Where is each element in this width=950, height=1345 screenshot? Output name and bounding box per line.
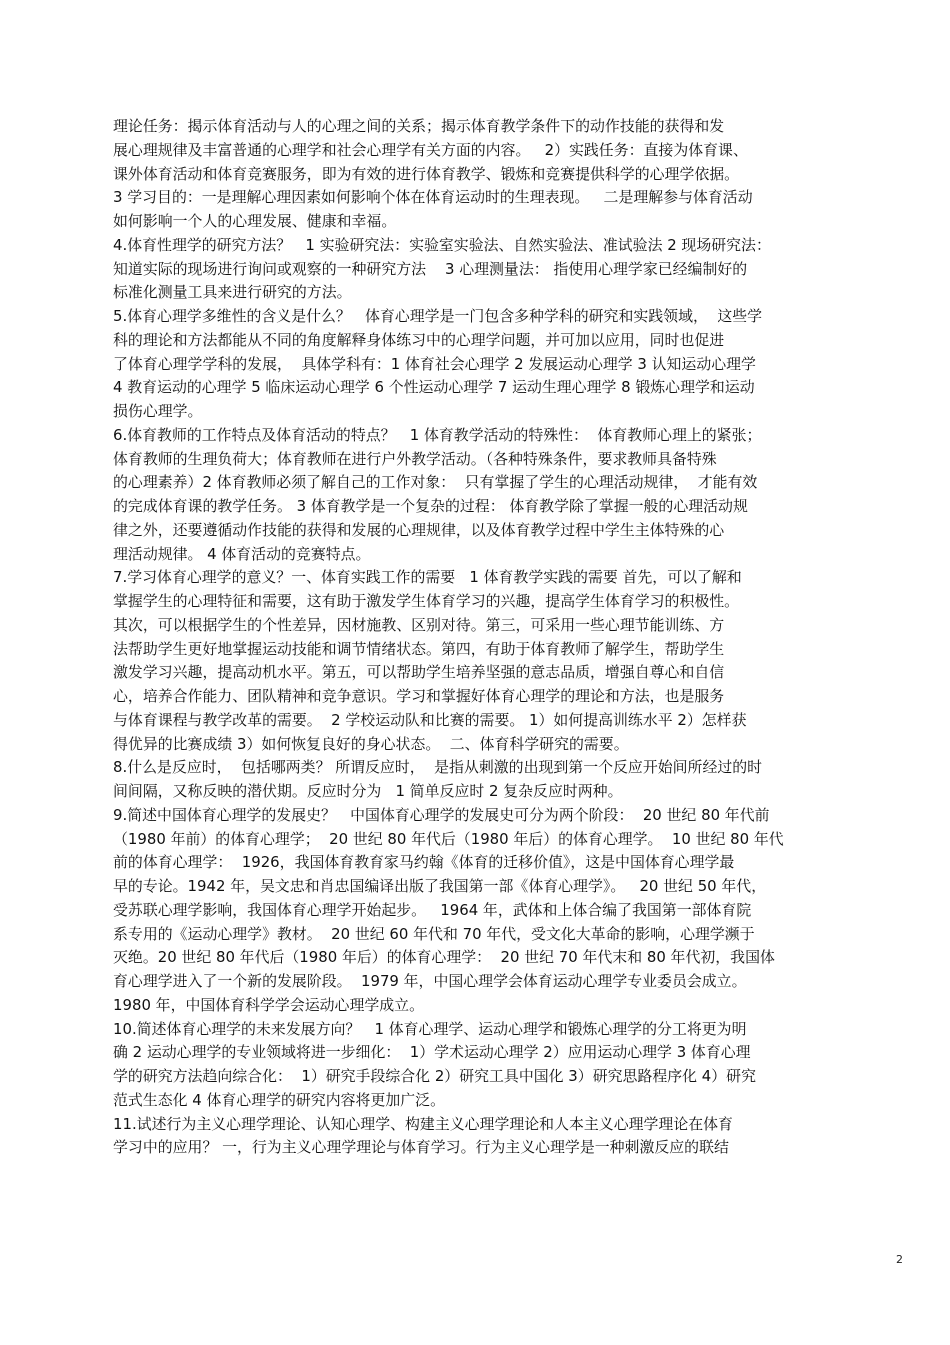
text-line: 间间隔，又称反映的潜伏期。反应时分为 1 简单反应时 2 复杂反应时两种。 bbox=[113, 782, 623, 800]
text-line: 的心理素养）2 体育教师必须了解自己的工作对象： 只有掌握了学生的心理活动规律， 才能有效 bbox=[113, 473, 758, 492]
text-line: 10.简述体育心理学的未来发展方向？ 1 体育心理学、运动心理学和锻炼心理学的分工将更为明 bbox=[113, 1019, 747, 1038]
text-line: 掌握学生的心理特征和需要，这有助于激发学生体育学习的兴趣，提高学生体育学习的积极性。 bbox=[113, 592, 740, 610]
text-line: 1980 年，中国体育科学学会运动心理学成立。 bbox=[113, 995, 424, 1014]
text-line: 确 2 运动心理学的专业领域将进一步细化： 1）学术运动心理学 2）应用运动心理学 3 体育心理 bbox=[113, 1043, 751, 1062]
page-number: 2 bbox=[896, 1253, 903, 1266]
text-line: 理活动规律。 4 体育活动的竞赛特点。 bbox=[113, 544, 371, 563]
text-line: 8.什么是反应时， 包括哪两类？ 所谓反应时， 是指从刺激的出现到第一个反应开始间所经过的时 bbox=[113, 758, 763, 777]
text-line: 知道实际的现场进行询问或观察的一种研究方法 3 心理测量法： 指使用心理学家已经编制好的 bbox=[113, 259, 748, 278]
text-line: 课外体育活动和体育竞赛服务，即为有效的进行体育教学、锻炼和竞赛提供科学的心理学依据。 bbox=[113, 164, 740, 183]
text-line: 标准化测量工具来进行研究的方法。 bbox=[113, 283, 352, 302]
text-line: 学习中的应用？ 一，行为主义心理学理论与体育学习。行为主义心理学是一种刺激反应的联结 bbox=[113, 1138, 729, 1157]
text-line: 激发学习兴趣，提高动机水平。第五，可以帮助学生培养坚强的意志品质，增强自尊心和自信 bbox=[113, 663, 725, 682]
text-line: （1980 年前）的体育心理学； 20 世纪 80 年代后（1980 年后）的体育心理学。 10 世纪 80 年代 bbox=[113, 829, 784, 848]
text-line: 的完成体育课的教学任务。 3 体育教学是一个复杂的过程： 体育教学除了掌握一般的心理活动规 bbox=[113, 497, 748, 515]
text-line: 心，培养合作能力、团队精神和竞争意识。学习和掌握好体育心理学的理论和方法，也是服务 bbox=[113, 687, 725, 705]
text-line: 科的理论和方法都能从不同的角度解释身体练习中的心理学问题，并可加以应用，同时也促进 bbox=[113, 330, 725, 349]
text-line: 4.体育性理学的研究方法？ 1 实验研究法：实验室实验法、自然实验法、准试验法 2 现场研究法： bbox=[113, 235, 771, 254]
text-line: 9.简述中国体育心理学的发展史？ 中国体育心理学的发展史可分为两个阶段： 20 世纪 80 年代前 bbox=[113, 805, 770, 824]
text-line: 系专用的《运动心理学》教材。 20 世纪 60 年代和 70 年代，受文化大革命的影响，心理学濒于 bbox=[113, 924, 755, 943]
text-line: 与体育课程与教学改革的需要。 2 学校运动队和比赛的需要。 1）如何提高训练水平 2）怎样获 bbox=[113, 710, 747, 729]
text-line: 了体育心理学学科的发展， 具体学科有：1 体育社会心理学 2 发展运动心理学 3 认知运动心理学 bbox=[113, 354, 756, 373]
text-line: 法帮助学生更好地掌握运动技能和调节情绪状态。第四，有助于体育教师了解学生，帮助学生 bbox=[113, 639, 725, 658]
body-text bbox=[113, 115, 913, 1160]
text-line: 前的体育心理学： 1926，我国体育教育家马约翰《体育的迁移价值》，这是中国体育心理学最 bbox=[113, 853, 735, 872]
text-line: 5.体育心理学多维性的含义是什么？ 体育心理学是一门包含多种学科的研究和实践领域， 这些学 bbox=[113, 307, 763, 325]
text-line: 受苏联心理学影响，我国体育心理学开始起步。 1964 年，武体和上体合编了我国第一部体育院 bbox=[113, 900, 752, 919]
text-line: 范式生态化 4 体育心理学的研究内容将更加广泛。 bbox=[113, 1090, 446, 1109]
text-line: 体育教师的生理负荷大；体育教师在进行户外教学活动。（各种特殊条件，要求教师具备特殊 bbox=[113, 449, 717, 468]
text-line: 如何影响一个人的心理发展、健康和幸福。 bbox=[113, 212, 397, 230]
text-line: 得优异的比赛成绩 3）如何恢复良好的身心状态。 二、体育科学研究的需要。 bbox=[113, 734, 629, 753]
text-line: 早的专论。1942 年，吴文忠和肖忠国编译出版了我国第一部《体育心理学》。 20 世纪 50 年代， bbox=[113, 877, 767, 895]
text-line: 3 学习目的：一是理解心理因素如何影响个体在体育运动时的生理表现。 二是理解参与体育活动 bbox=[113, 188, 753, 207]
text-line: 展心理规律及丰富普通的心理学和社会心理学有关方面的内容。 2）实践任务：直接为体育课、 bbox=[113, 140, 748, 159]
text-line: 7.学习体育心理学的意义？一、体育实践工作的需要 1 体育教学实践的需要 首先，可以了解和 bbox=[113, 568, 742, 587]
text-line: 学的研究方法趋向综合化： 1）研究手段综合化 2）研究工具中国化 3）研究思路程序化 4）研究 bbox=[113, 1067, 756, 1085]
text-line: 育心理学进入了一个新的发展阶段。 1979 年，中国心理学会体育运动心理学专业委员会成立。 bbox=[113, 972, 747, 990]
text-line: 6.体育教师的工作特点及体育活动的特点？ 1 体育教学活动的特殊性： 体育教师心理上的紧张； bbox=[113, 425, 762, 444]
text-line: 4 教育运动的心理学 5 临床运动心理学 6 个性运动心理学 7 运动生理心理学 8 锻炼心理学和运动 bbox=[113, 378, 755, 397]
text-line: 其次，可以根据学生的个性差异，因材施教、区别对待。第三，可采用一些心理节能训练、方 bbox=[113, 615, 725, 634]
text-line: 理论任务：揭示体育活动与人的心理之间的关系；揭示体育教学条件下的动作技能的获得和发 bbox=[113, 117, 725, 135]
text-line: 11.试述行为主义心理学理论、认知心理学、构建主义心理学理论和人本主义心理学理论在体育 bbox=[113, 1114, 733, 1133]
text-line: 灭绝。20 世纪 80 年代后（1980 年后）的体育心理学： 20 世纪 70 年代末和 80 年代初，我国体 bbox=[113, 948, 775, 967]
text-line: 律之外，还要遵循动作技能的获得和发展的心理规律，以及体育教学过程中学生主体特殊的心 bbox=[113, 520, 725, 539]
text-line: 损伤心理学。 bbox=[113, 402, 203, 420]
